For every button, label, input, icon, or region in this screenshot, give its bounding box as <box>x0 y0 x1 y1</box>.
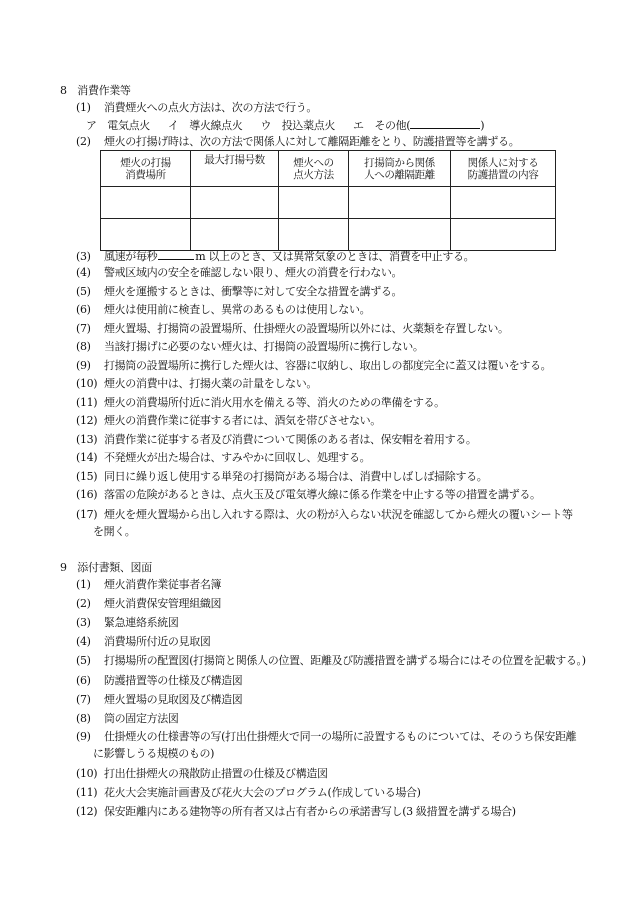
item-text: 花火大会実施計画書及び花火大会のプログラム(作成している場合) <box>104 786 421 800</box>
table-cell <box>451 219 556 251</box>
table-cell <box>101 187 191 219</box>
section8-heading: 8 消費作業等 <box>60 84 131 97</box>
item-text: 防護措置等の仕様及び構造図 <box>104 673 243 687</box>
item-number: (2) <box>76 597 91 611</box>
list-item <box>76 303 370 316</box>
table-cell <box>191 219 279 251</box>
item-text: 煙火消費作業従事者名簿 <box>104 578 222 591</box>
item-number: (16) <box>76 488 98 501</box>
item-text: 消費煙火への点火方法は、次の方法で行う。 <box>104 101 317 114</box>
item-text: 同日に繰り返し使用する単発の打揚筒がある場合は、消費中しばしば掃除する。 <box>104 469 488 483</box>
item-text: 煙火の消費中は、打揚火薬の計量をしない。 <box>104 377 317 390</box>
section9-item9-cont: に影響しうる規模のもの) <box>93 747 215 760</box>
item-text: 保安距離内にある建物等の所有者又は占有者からの承諾書写し(3 級措置を講ずる場合) <box>104 805 516 819</box>
list-item <box>76 322 509 335</box>
table-row <box>101 219 556 251</box>
list-item <box>76 266 402 279</box>
table-cell <box>191 187 279 219</box>
list-item <box>76 488 541 501</box>
section8-item1 <box>76 101 317 114</box>
item-number: (8) <box>76 340 91 353</box>
item-text: 不発煙火が出た場合は、すみやかに回収し、処理する。 <box>104 451 371 464</box>
fireworks-table <box>100 150 556 251</box>
table-header-cell: 関係人に対する 防護措置の内容 <box>451 151 556 187</box>
wind-speed-blank <box>158 249 194 260</box>
item-text: 消費場所付近の見取図 <box>104 635 211 649</box>
item-text-before: 風速が毎秒 <box>104 250 158 263</box>
section9-heading: 9 添付書類、図面 <box>60 561 152 574</box>
item-text: 打揚筒の設置場所に携行した煙火は、容器に収納し、取出しの都度完全に蓋又は覆いをする。 <box>104 358 552 372</box>
item-number: (12) <box>76 414 98 427</box>
table-row <box>101 187 556 219</box>
item-text: 当該打揚げに必要のない煙火は、打揚筒の設置場所に携行しない。 <box>104 340 424 353</box>
item-number: (3) <box>76 250 91 263</box>
item-text: 煙火置場の見取図及び構造図 <box>104 692 243 706</box>
section8-item3 <box>76 249 474 263</box>
list-item <box>76 470 487 483</box>
section8-item17 <box>76 508 573 521</box>
item-text: 煙火を運搬するときは、衝撃等に対して安全な措置を講ずる。 <box>104 284 403 298</box>
list-item <box>76 767 328 780</box>
list-item <box>76 285 402 298</box>
item-number: (5) <box>76 284 91 298</box>
item-text: 打揚場所の配置図(打揚筒と関係人の位置、距離及び防護措置を講ずる場合にはその位置を記載する。) <box>104 654 586 668</box>
option-other-close: ) <box>480 119 485 132</box>
table-header-cell: 煙火への 点火方法 <box>279 151 349 187</box>
item-number: (7) <box>76 692 91 706</box>
table-cell <box>101 219 191 251</box>
option-electric: ア 電気点火 <box>86 119 150 132</box>
list-item <box>76 635 211 648</box>
item-number: (6) <box>76 673 91 687</box>
section9-item9 <box>76 730 576 743</box>
item-text: 筒の固定方法図 <box>104 711 179 725</box>
item-text: 打出仕掛煙火の飛散防止措置の仕様及び構造図 <box>104 767 328 780</box>
item-text: 緊急連絡系統図 <box>104 616 179 630</box>
item-number: (1) <box>76 578 91 591</box>
item-number: (1) <box>76 101 91 114</box>
list-item <box>76 451 370 464</box>
table-cell <box>349 187 451 219</box>
list-item <box>76 805 516 818</box>
item-text: 消費作業に従事する者及び消費について関係のある者は、保安帽を着用する。 <box>104 432 477 446</box>
item-number: (4) <box>76 266 91 279</box>
item-text: 仕掛煙火の仕様書等の写(打出仕掛煙火で同一の場所に設置するものについては、そのうち保安距離 <box>104 730 577 743</box>
item-number: (11) <box>76 395 98 409</box>
item-number: (5) <box>76 654 91 668</box>
table-header-row <box>101 151 556 187</box>
item-number: (12) <box>76 805 98 819</box>
table-header-cell: 最大打揚号数 <box>191 151 279 187</box>
list-item <box>76 578 221 591</box>
item-text: 警戒区域内の安全を確認しない限り、煙火の消費を行わない。 <box>104 266 403 279</box>
list-item <box>76 616 179 629</box>
item-text: 煙火消費保安管理組織図 <box>104 597 222 611</box>
list-item <box>76 433 477 446</box>
table-cell <box>349 219 451 251</box>
section8-item2 <box>76 135 519 148</box>
table-cell <box>279 187 349 219</box>
list-item <box>76 377 317 390</box>
item-number: (9) <box>76 358 91 372</box>
list-item <box>76 674 242 687</box>
item-number: (7) <box>76 321 91 335</box>
table-cell <box>279 219 349 251</box>
item-number: (2) <box>76 135 91 148</box>
option-other: エ その他( <box>353 119 411 132</box>
item-number: (8) <box>76 711 91 725</box>
item-text-after: m 以上のとき、又は異常気象のときは、消費を中止する。 <box>195 250 475 263</box>
option-throw: ウ 投込薬点火 <box>260 119 336 132</box>
item-number: (10) <box>76 377 98 390</box>
other-blank <box>410 118 480 129</box>
item-text: 煙火の打揚げ時は、次の方法で関係人に対して離隔距離をとり、防護措置等を講ずる。 <box>104 135 520 148</box>
table-header-cell: 煙火の打揚 消費場所 <box>101 151 191 187</box>
list-item <box>76 693 242 706</box>
list-item <box>76 786 421 799</box>
list-item <box>76 414 381 427</box>
item-text: 煙火を煙火置場から出し入れする際は、火の粉が入らない状況を確認してから煙火の覆いシート等 <box>104 508 573 521</box>
list-item <box>76 654 586 667</box>
item-number: (10) <box>76 767 98 780</box>
table-header-cell: 打揚筒から関係 人への離隔距離 <box>349 151 451 187</box>
item-number: (3) <box>76 616 91 630</box>
item-text: 煙火は使用前に検査し、異常のあるものは使用しない。 <box>104 303 371 316</box>
section8-item17-cont: を開く。 <box>93 525 136 538</box>
item-text: 煙火置場、打揚筒の設置場所、仕掛煙火の設置場所以外には、火薬類を存置しない。 <box>104 321 509 335</box>
list-item <box>76 597 221 610</box>
item-number: (13) <box>76 432 98 446</box>
item-number: (15) <box>76 469 98 483</box>
list-item <box>76 340 424 353</box>
option-fuse: イ 導火線点火 <box>167 119 243 132</box>
table-cell <box>451 187 556 219</box>
list-item <box>76 396 445 409</box>
list-item <box>76 712 179 725</box>
item-number: (6) <box>76 303 91 316</box>
item-number: (4) <box>76 635 91 649</box>
item-text: 煙火の消費場所付近に消火用水を備える等、消火のための準備をする。 <box>104 395 445 409</box>
list-item <box>76 359 551 372</box>
item-text: 煙火の消費作業に従事する者には、酒気を帯びさせない。 <box>104 414 381 427</box>
item-number: (9) <box>76 730 91 743</box>
item-text: 落雷の危険があるときは、点火玉及び電気導火線に係る作業を中止する等の措置を講ずる。 <box>104 488 541 501</box>
item-number: (17) <box>76 508 98 521</box>
ignition-options <box>86 118 484 132</box>
item-number: (14) <box>76 451 98 464</box>
item-number: (11) <box>76 786 98 800</box>
